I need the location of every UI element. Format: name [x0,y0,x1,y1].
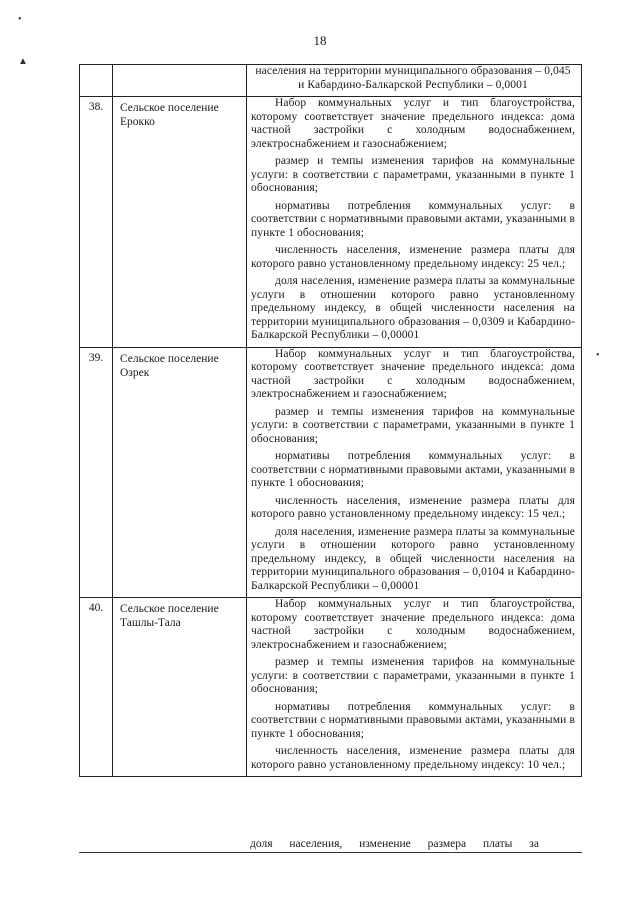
paragraph: размер и темпы изменения тарифов на коммунальные услуги: в соответствии с параметрами, указанными в пункте 1 обоснования; [251,656,575,695]
paragraph: Набор коммунальных услуг и тип благоустройства, которому соответствует значение предельного индекса: дома частной застройки с холодным водоснабжением, электроснабжением и газоснабжением; [251,598,575,651]
scan-mark: • [18,14,22,25]
scan-mark: ▲ [18,56,28,67]
tariff-table [79,64,582,777]
paragraph: нормативы потребления коммунальных услуг: в соответствии с нормативными правовыми актами, указанными в пункте 1 обоснования; [251,450,575,489]
page-cut-edge [79,852,582,853]
table-row [80,347,582,598]
paragraph: доля населения, изменение размера платы за коммунальные услуги в отношении которого равно установленному предельному индексу, в общей численности населения на территории муниципального образования – 0,0309 и Кабардино-Балкарской Республики – 0,00001 [251,275,575,341]
table-row [80,97,582,348]
paragraph: Набор коммунальных услуг и тип благоустройства, которому соответствует значение предельного индекса: дома частной застройки с холодным водоснабжением, электроснабжением и газоснабжением; [251,97,575,150]
paragraph: численность населения, изменение размера платы для которого равно установленному предельному индексу: 10 чел.; [251,745,575,771]
settlement-name [113,65,247,97]
row-description [247,65,582,97]
scan-mark: • [596,350,600,361]
row-number: 40. [80,598,113,777]
row-description [247,97,582,348]
paragraph: численность населения, изменение размера платы для которого равно установленному предельному индексу: 25 чел.; [251,244,575,270]
row-description [247,347,582,598]
paragraph: нормативы потребления коммунальных услуг: в соответствии с нормативными правовыми актами, указанными в пункте 1 обоснования; [251,199,575,239]
page-number: 18 [313,33,327,48]
settlement-name: Сельское поселение Ерокко [113,97,247,348]
paragraph: нормативы потребления коммунальных услуг: в соответствии с нормативными правовыми актами, указанными в пункте 1 обоснования; [251,700,575,740]
paragraph: населения на территории муниципального образования – 0,045 и Кабардино-Балкарской Республики – 0,0001 [255,65,571,91]
paragraph: доля населения, изменение размера платы за коммунальные услуги в отношении которого равно установленному предельному индексу, в общей численности населения на территории муниципального образования – 0,0104 и Кабардино-Балкарской Республики – 0,00001 [251,525,575,592]
row-number: 38. [80,97,113,348]
table-row [80,598,582,777]
settlement-name: Сельское поселение Ташлы-Тала [113,598,247,777]
settlement-name: Сельское поселение Озрек [113,347,247,598]
table-row [80,65,582,97]
paragraph: численность населения, изменение размера платы для которого равно установленному предельному индексу: 15 чел.; [251,494,575,520]
paragraph: размер и темпы изменения тарифов на коммунальные услуги: в соответствии с параметрами, указанными в пункте 1 обоснования; [251,405,575,445]
row-number: 39. [80,347,113,598]
row-description [247,598,582,777]
paragraph: Набор коммунальных услуг и тип благоустройства, которому соответствует значение предельного индекса: дома частной застройки с холодным водоснабжением, электроснабжением и газоснабжением; [251,347,575,400]
cut-off-line: доля населения, изменение размера платы за [250,838,539,850]
row-number [80,65,113,97]
paragraph: размер и темпы изменения тарифов на коммунальные услуги: в соответствии с параметрами, указанными в пункте 1 обоснования; [251,155,575,194]
